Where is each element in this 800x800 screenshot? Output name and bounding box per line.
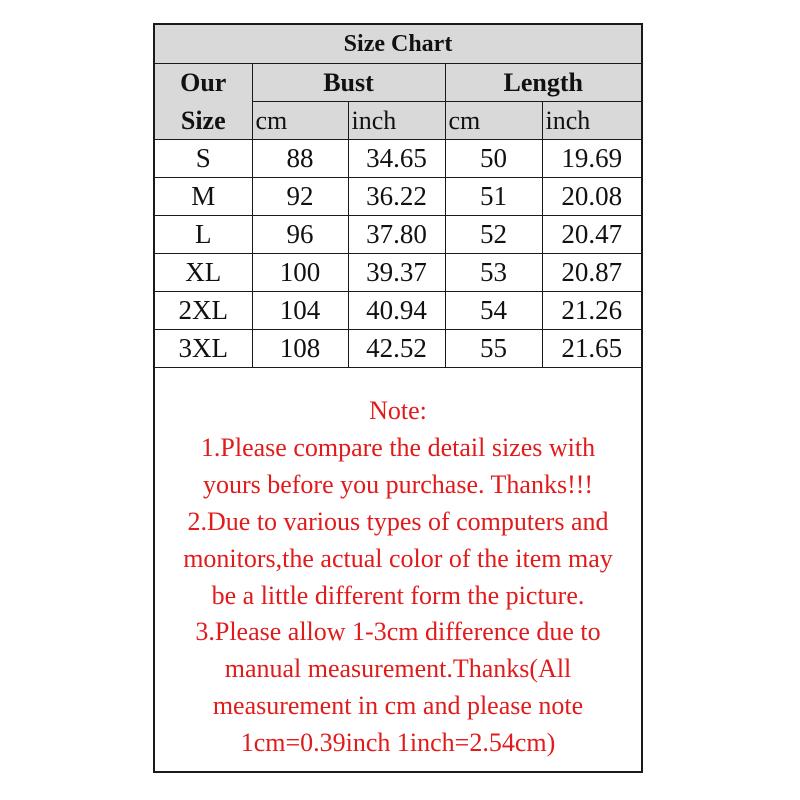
length-inch-cell: 21.26 [542,292,641,330]
note-line: be a little different form the picture. [211,580,585,610]
length-cm-cell: 55 [445,330,542,368]
note-line: 1.Please compare the detail sizes with [200,432,596,462]
unit-bust-cm: cm [252,102,348,140]
bust-inch-cell: 39.37 [348,254,445,292]
bust-header: Bust [252,64,445,102]
length-inch-cell: 20.87 [542,254,641,292]
size-cell: 3XL [155,330,252,368]
note-line: measurement in cm and please note [212,691,584,721]
bust-cm-cell: 88 [252,140,348,178]
bust-cm-cell: 100 [252,254,348,292]
note-line: 2.Due to various types of computers and [187,506,609,536]
length-cm-cell: 54 [445,292,542,330]
length-cm-cell: 53 [445,254,542,292]
length-header: Length [445,64,641,102]
table-row [155,330,641,368]
bust-inch-cell: 34.65 [348,140,445,178]
size-chart [153,23,643,773]
size-table [155,25,641,368]
bust-inch-cell: 37.80 [348,216,445,254]
size-cell: L [155,216,252,254]
table-title: Size Chart [155,25,641,64]
note-line: 1cm=0.39inch 1inch=2.54cm) [240,728,556,758]
length-inch-cell: 21.65 [542,330,641,368]
bust-cm-cell: 92 [252,178,348,216]
note-line: manual measurement.Thanks(All [224,654,572,684]
notes-section [155,393,641,762]
length-cm-cell: 52 [445,216,542,254]
bust-cm-cell: 108 [252,330,348,368]
unit-length-cm: cm [445,102,542,140]
size-cell: S [155,140,252,178]
our-size-line1: Our [180,68,227,97]
note-line: 3.Please allow 1-3cm difference due to [195,617,601,647]
unit-length-inch: inch [542,102,641,140]
table-row [155,178,641,216]
bust-inch-cell: 36.22 [348,178,445,216]
length-cm-cell: 50 [445,140,542,178]
size-cell: XL [155,254,252,292]
table-row [155,216,641,254]
bust-cm-cell: 96 [252,216,348,254]
length-inch-cell: 19.69 [542,140,641,178]
bust-inch-cell: 42.52 [348,330,445,368]
bust-cm-cell: 104 [252,292,348,330]
length-inch-cell: 20.47 [542,216,641,254]
length-cm-cell: 51 [445,178,542,216]
table-row [155,292,641,330]
note-line: yours before you purchase. Thanks!!! [202,469,594,499]
size-cell: 2XL [155,292,252,330]
our-size-header [155,64,252,140]
unit-bust-inch: inch [348,102,445,140]
note-line: monitors,the actual color of the item may [183,543,613,573]
table-row [155,254,641,292]
note-heading: Note: [369,396,427,425]
size-cell: M [155,178,252,216]
length-inch-cell: 20.08 [542,178,641,216]
table-row [155,140,641,178]
bust-inch-cell: 40.94 [348,292,445,330]
our-size-line2: Size [180,105,226,135]
